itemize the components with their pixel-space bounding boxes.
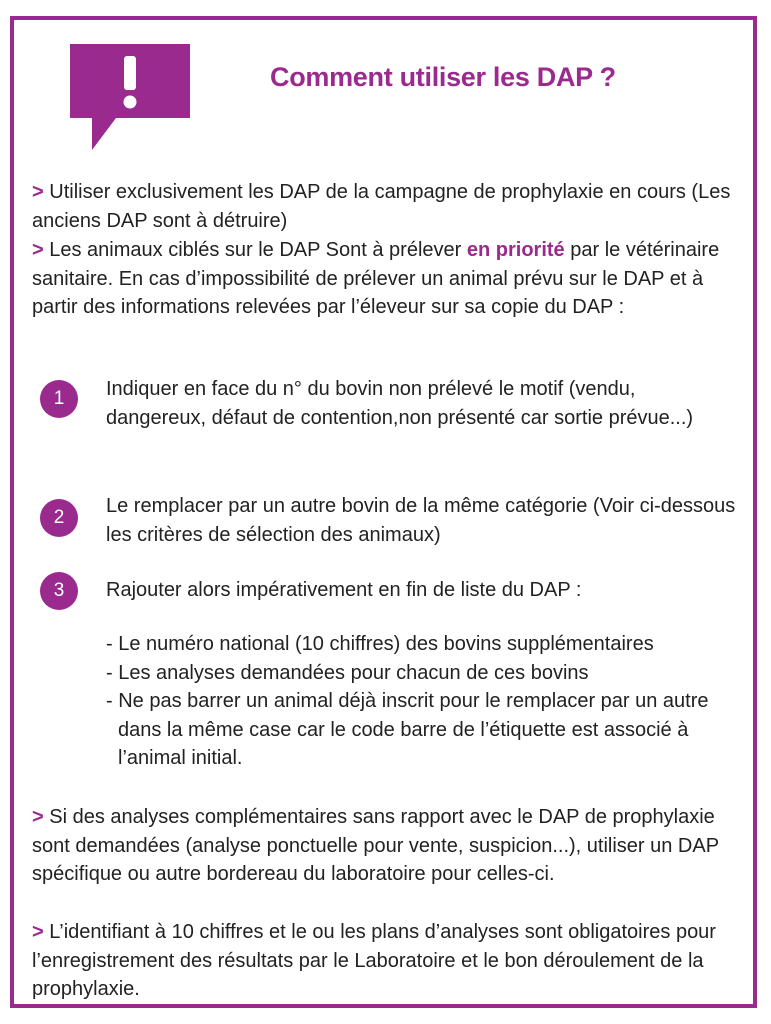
list-item: - Les analyses demandées pour chacun de ces bovins <box>106 661 589 684</box>
intro-text-2b: par le vétérinaire sanitaire. En cas d’impossibilité de prélever un animal prévu sur le DAP et à partir des informations relevées par l’éleveur sur sa copie du DAP : <box>32 239 720 318</box>
page-title: Comment utiliser les DAP ? <box>270 62 616 92</box>
outro-text-2: L’identifiant à 10 chiffres et le ou les plans d’analyses sont obligatoires pour l’enregistrement des résultats par le Laboratoire et le bon déroulement de la prophylaxie. <box>32 921 716 1000</box>
step-3-badge: 3 <box>40 572 78 610</box>
intro-text-2a: Les animaux ciblés sur le DAP Sont à prélever <box>49 239 467 261</box>
outro-text-1: Si des analyses complémentaires sans rapport avec le DAP de prophylaxie sont demandées (analyse ponctuelle pour vente, suspicion...), utiliser un DAP spécifique ou autre bordereau du laboratoire pour celles-ci. <box>32 806 719 885</box>
step-2-text: Le remplacer par un autre bovin de la même catégorie (Voir ci-dessous les critères de sélection des animaux) <box>106 495 736 546</box>
arrow-marker: > <box>32 806 44 828</box>
intro-paragraph-1 <box>32 178 732 235</box>
step-1-text: Indiquer en face du n° du bovin non prélevé le motif (vendu, dangereux, défaut de contention,non présenté car sortie prévue...) <box>106 378 694 429</box>
arrow-marker: > <box>32 239 44 261</box>
outro-paragraph-1 <box>32 803 732 889</box>
intro-paragraph-2 <box>32 236 732 322</box>
intro-text-1: Utiliser exclusivement les DAP de la campagne de prophylaxie en cours (Les anciens DAP sont à détruire) <box>32 181 731 232</box>
step-1-badge: 1 <box>40 380 78 418</box>
outro-paragraph-2 <box>32 918 737 1004</box>
arrow-marker: > <box>32 181 44 203</box>
requirements-list <box>106 630 736 773</box>
arrow-marker: > <box>32 921 44 943</box>
exclamation-speech-bubble-icon <box>70 44 190 150</box>
step-3-text: Rajouter alors impérativement en fin de liste du DAP : <box>106 579 582 601</box>
step-2-badge: 2 <box>40 499 78 537</box>
list-item: - Ne pas barrer un animal déjà inscrit pour le remplacer par un autre dans la même case car le code barre de l’étiquette est associé à l’animal initial. <box>106 690 709 769</box>
list-item: - Le numéro national (10 chiffres) des bovins supplémentaires <box>106 633 654 655</box>
priority-highlight: en priorité <box>466 239 565 261</box>
